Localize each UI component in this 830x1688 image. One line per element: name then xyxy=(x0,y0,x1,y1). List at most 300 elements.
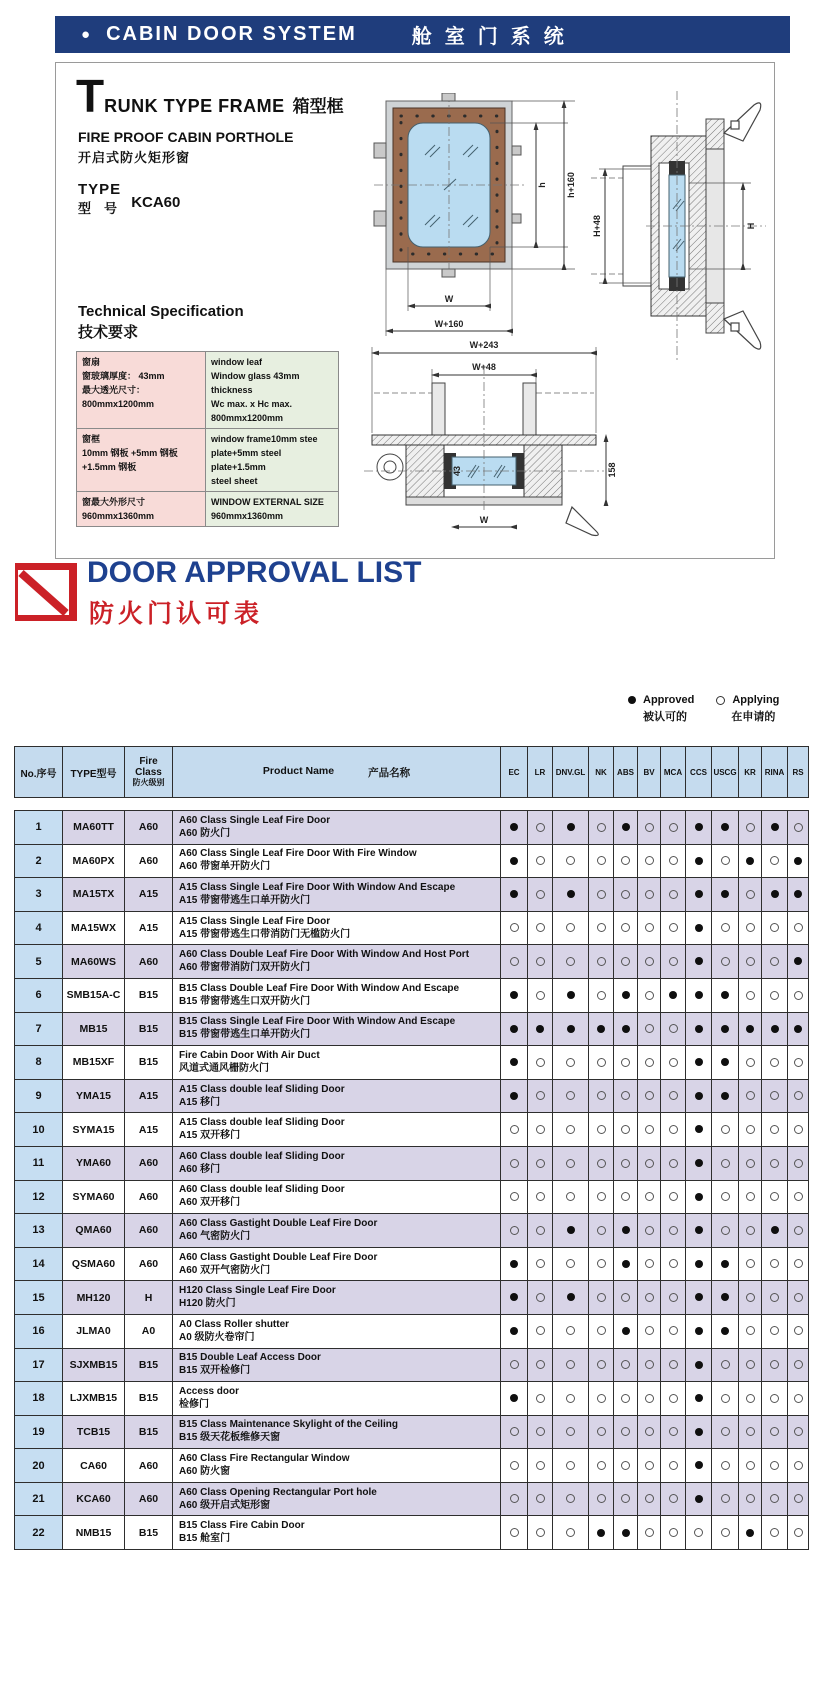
approval-mark-cell xyxy=(553,811,589,845)
applying-mark xyxy=(510,957,519,966)
applying-mark xyxy=(566,1159,575,1168)
approval-mark-cell xyxy=(553,1012,589,1046)
spec-line: 10mm 钢板 +5mm 钢板 xyxy=(82,448,178,458)
approval-mark-cell xyxy=(589,1046,614,1080)
approval-mark-cell xyxy=(788,1046,809,1080)
applying-mark xyxy=(536,1427,545,1436)
product-name-zh: A60 带窗单开防火门 xyxy=(179,861,271,873)
approval-mark-cell xyxy=(686,1281,712,1315)
approval-mark-cell xyxy=(739,1281,762,1315)
approval-mark-cell xyxy=(788,1180,809,1214)
approved-mark xyxy=(695,1327,703,1335)
applying-mark xyxy=(621,1058,630,1067)
applying-mark xyxy=(621,923,630,932)
applying-mark xyxy=(536,1394,545,1403)
table-row xyxy=(15,1415,809,1449)
approval-mark-cell xyxy=(712,1348,739,1382)
row-fire-class: A60 xyxy=(125,945,173,979)
applying-mark xyxy=(794,1192,803,1201)
row-number: 4 xyxy=(15,911,63,945)
applying-mark xyxy=(597,1394,606,1403)
approval-mark-cell xyxy=(638,1415,661,1449)
approval-table-body xyxy=(15,811,809,1550)
applying-mark xyxy=(794,1427,803,1436)
table-row xyxy=(15,1348,809,1382)
applying-mark xyxy=(669,1293,678,1302)
approval-mark-cell xyxy=(501,1516,528,1550)
approval-mark-cell xyxy=(739,1146,762,1180)
spec-row xyxy=(77,352,339,429)
approval-mark-cell xyxy=(686,1113,712,1147)
porthole-subtitle-en: FIRE PROOF CABIN PORTHOLE xyxy=(78,129,294,145)
approval-mark-cell xyxy=(739,1247,762,1281)
applying-mark xyxy=(645,1259,654,1268)
approved-mark xyxy=(695,1193,703,1201)
applying-mark xyxy=(597,856,606,865)
product-name-en: A15 Class double leaf Sliding Door xyxy=(179,1083,345,1095)
applying-mark xyxy=(794,991,803,1000)
approval-mark-cell xyxy=(712,844,739,878)
approval-mark-cell xyxy=(528,1247,553,1281)
row-fire-class: B15 xyxy=(125,1046,173,1080)
approved-mark xyxy=(510,823,518,831)
approval-mark-cell xyxy=(712,1281,739,1315)
approval-mark-cell xyxy=(762,844,788,878)
approval-mark-cell xyxy=(661,1314,686,1348)
approval-mark-cell xyxy=(739,1214,762,1248)
row-product-name xyxy=(173,1449,501,1483)
approved-mark xyxy=(746,1529,754,1537)
approval-mark-cell xyxy=(638,1046,661,1080)
row-fire-class: A15 xyxy=(125,1113,173,1147)
approval-mark-cell xyxy=(762,1214,788,1248)
approved-mark xyxy=(510,991,518,999)
row-fire-class: B15 xyxy=(125,1415,173,1449)
applying-mark xyxy=(536,1326,545,1335)
row-fire-class: A15 xyxy=(125,878,173,912)
spec-table-body xyxy=(77,352,339,527)
table-row xyxy=(15,1113,809,1147)
row-type: YMA60 xyxy=(63,1146,125,1180)
applying-mark xyxy=(621,1192,630,1201)
table-row xyxy=(15,1247,809,1281)
spec-table xyxy=(76,351,339,527)
row-type: NMB15 xyxy=(63,1516,125,1550)
applying-mark xyxy=(536,991,545,1000)
product-header-zh: 产品名称 xyxy=(368,766,411,779)
approval-mark-cell xyxy=(686,1449,712,1483)
applying-mark xyxy=(669,823,678,832)
approval-mark-cell xyxy=(638,1382,661,1416)
approved-mark xyxy=(746,857,754,865)
approved-mark xyxy=(771,890,779,898)
approval-mark-cell xyxy=(501,1046,528,1080)
spec-line: 窗最大外形尺寸 xyxy=(82,497,146,507)
society-header-mca: MCA xyxy=(661,747,686,798)
fire-class-line3: 防火级别 xyxy=(132,778,165,787)
approval-mark-cell xyxy=(589,878,614,912)
spec-line: window frame10mm stee xyxy=(211,434,318,444)
product-name-en: A60 Class double leaf Sliding Door xyxy=(179,1150,345,1162)
approved-mark xyxy=(771,823,779,831)
applying-mark xyxy=(597,890,606,899)
approval-mark-cell xyxy=(614,945,638,979)
section-title-zh: 舱室门系统 xyxy=(411,26,577,48)
approval-mark-cell xyxy=(589,1516,614,1550)
porthole-subtitle-zh: 开启式防火矩形窗 xyxy=(78,150,191,165)
applying-mark xyxy=(566,1259,575,1268)
approval-mark-cell xyxy=(528,1214,553,1248)
approval-mark-cell xyxy=(712,811,739,845)
approval-mark-cell xyxy=(589,1348,614,1382)
table-row xyxy=(15,911,809,945)
dim-H-label: H xyxy=(746,222,756,230)
approval-mark-cell xyxy=(686,1012,712,1046)
applying-mark xyxy=(536,1159,545,1168)
trunk-title-rest: RUNK TYPE FRAME xyxy=(104,96,285,116)
applying-mark xyxy=(746,1427,755,1436)
col-header-fire-class xyxy=(125,747,173,798)
product-name-zh: A60 双开移门 xyxy=(179,1197,241,1209)
applying-mark xyxy=(566,1125,575,1134)
product-name-en: A60 Class Gastight Double Leaf Fire Door xyxy=(179,1217,378,1229)
applying-mark xyxy=(566,856,575,865)
approval-mark-cell xyxy=(638,811,661,845)
applying-mark xyxy=(536,1091,545,1100)
approval-mark-cell xyxy=(788,1281,809,1315)
applying-mark xyxy=(510,1159,519,1168)
society-header-dnv-gl: DNV.GL xyxy=(553,747,589,798)
approval-mark-cell xyxy=(638,1146,661,1180)
society-header-ccs: CCS xyxy=(686,747,712,798)
approval-mark-cell xyxy=(712,1146,739,1180)
approval-mark-cell xyxy=(661,978,686,1012)
approval-mark-cell xyxy=(712,1415,739,1449)
row-product-name xyxy=(173,1180,501,1214)
row-fire-class: B15 xyxy=(125,1382,173,1416)
approval-mark-cell xyxy=(553,1314,589,1348)
society-header-lr: LR xyxy=(528,747,553,798)
approval-mark-cell xyxy=(686,1382,712,1416)
row-number: 21 xyxy=(15,1482,63,1516)
approval-mark-cell xyxy=(762,1247,788,1281)
header-row xyxy=(15,747,809,798)
approval-table xyxy=(14,810,809,1550)
applying-mark xyxy=(746,1293,755,1302)
approval-mark-cell xyxy=(501,1012,528,1046)
product-name-en: A15 Class Single Leaf Fire Door xyxy=(179,915,331,927)
row-type: LJXMB15 xyxy=(63,1382,125,1416)
approval-mark-cell xyxy=(788,1214,809,1248)
row-type: SJXMB15 xyxy=(63,1348,125,1382)
applying-mark xyxy=(645,991,654,1000)
approval-mark-cell xyxy=(762,1113,788,1147)
spec-line: window leaf xyxy=(211,357,263,367)
row-number: 3 xyxy=(15,878,63,912)
product-name-en: A60 Class double leaf Sliding Door xyxy=(179,1184,345,1196)
col-header-product xyxy=(173,747,501,798)
approval-mark-cell xyxy=(589,1180,614,1214)
approval-mark-cell xyxy=(686,1079,712,1113)
approval-mark-cell xyxy=(762,1046,788,1080)
approval-mark-cell xyxy=(553,878,589,912)
row-fire-class: B15 xyxy=(125,1516,173,1550)
row-type: MA15WX xyxy=(63,911,125,945)
approved-mark xyxy=(794,890,802,898)
applying-mark xyxy=(746,823,755,832)
applying-mark xyxy=(770,1259,779,1268)
row-number: 22 xyxy=(15,1516,63,1550)
approval-mark-cell xyxy=(788,844,809,878)
approval-mark-cell xyxy=(614,878,638,912)
approval-mark-cell xyxy=(638,1079,661,1113)
approval-mark-cell xyxy=(739,1382,762,1416)
approval-mark-cell xyxy=(553,1382,589,1416)
approval-mark-cell xyxy=(686,1247,712,1281)
approved-mark xyxy=(695,1025,703,1033)
row-number: 15 xyxy=(15,1281,63,1315)
approval-mark-cell xyxy=(788,1415,809,1449)
applying-mark xyxy=(597,1159,606,1168)
approval-mark-cell xyxy=(614,1382,638,1416)
approval-mark-cell xyxy=(614,1415,638,1449)
applying-mark xyxy=(770,1159,779,1168)
approval-mark-cell xyxy=(614,1449,638,1483)
row-number: 8 xyxy=(15,1046,63,1080)
applying-mark xyxy=(566,1192,575,1201)
row-number: 10 xyxy=(15,1113,63,1147)
approved-mark xyxy=(510,890,518,898)
applying-mark xyxy=(597,1293,606,1302)
table-row xyxy=(15,1516,809,1550)
row-product-name xyxy=(173,1012,501,1046)
row-product-name xyxy=(173,1247,501,1281)
applying-mark xyxy=(746,1360,755,1369)
row-fire-class: A60 xyxy=(125,1449,173,1483)
table-row xyxy=(15,1146,809,1180)
approval-mark-cell xyxy=(553,1113,589,1147)
approval-mark-cell xyxy=(788,1348,809,1382)
row-fire-class: A60 xyxy=(125,844,173,878)
society-header-uscg: USCG xyxy=(712,747,739,798)
approval-mark-cell xyxy=(712,1382,739,1416)
approved-mark xyxy=(622,1327,630,1335)
approval-mark-cell xyxy=(638,978,661,1012)
table-row xyxy=(15,1482,809,1516)
approved-mark xyxy=(746,1025,754,1033)
approved-mark xyxy=(695,957,703,965)
approved-mark xyxy=(695,1394,703,1402)
applying-mark xyxy=(536,1226,545,1235)
approved-mark xyxy=(622,823,630,831)
row-type: MA60WS xyxy=(63,945,125,979)
approval-mark-cell xyxy=(553,945,589,979)
applying-mark xyxy=(721,1125,730,1134)
approval-mark-cell xyxy=(589,1281,614,1315)
spec-cell-en xyxy=(206,429,339,492)
approved-mark xyxy=(695,1461,703,1469)
approved-mark xyxy=(622,1025,630,1033)
dim-w48-label: W+48 xyxy=(472,362,496,372)
approval-mark-cell xyxy=(739,911,762,945)
applying-mark xyxy=(510,1528,519,1537)
row-fire-class: A60 xyxy=(125,1146,173,1180)
spec-cell-zh xyxy=(77,352,206,429)
approval-mark-cell xyxy=(739,1079,762,1113)
applying-mark xyxy=(669,1360,678,1369)
applying-mark xyxy=(746,1125,755,1134)
applying-mark xyxy=(721,957,730,966)
approval-mark-cell xyxy=(553,1247,589,1281)
product-name-en: Access door xyxy=(179,1385,240,1397)
applying-mark xyxy=(770,1461,779,1470)
spec-title xyxy=(78,301,244,343)
approval-mark-cell xyxy=(501,1113,528,1147)
product-name-en: Fire Cabin Door With Air Duct xyxy=(179,1049,320,1061)
applying-mark xyxy=(536,856,545,865)
approved-mark xyxy=(622,991,630,999)
approval-mark-cell xyxy=(638,1281,661,1315)
approval-mark-cell xyxy=(553,1415,589,1449)
table-row xyxy=(15,1180,809,1214)
approval-mark-cell xyxy=(661,1247,686,1281)
approval-mark-cell xyxy=(788,1012,809,1046)
approval-mark-cell xyxy=(762,1482,788,1516)
approved-mark xyxy=(669,991,677,999)
applying-mark xyxy=(669,923,678,932)
approval-mark-cell xyxy=(712,1214,739,1248)
spec-title-en: Technical Specification xyxy=(78,303,244,320)
approval-legend xyxy=(628,694,779,724)
applying-mark xyxy=(794,1293,803,1302)
applying-mark xyxy=(645,823,654,832)
approved-mark xyxy=(510,1092,518,1100)
approval-mark-cell xyxy=(739,1516,762,1550)
society-header-nk: NK xyxy=(589,747,614,798)
approval-mark-cell xyxy=(712,911,739,945)
approval-mark-cell xyxy=(589,1214,614,1248)
approval-mark-cell xyxy=(638,911,661,945)
approval-mark-cell xyxy=(739,1449,762,1483)
approval-mark-cell xyxy=(686,1046,712,1080)
approval-mark-cell xyxy=(661,1516,686,1550)
section-title-en: CABIN DOOR SYSTEM xyxy=(106,23,357,45)
approval-mark-cell xyxy=(712,1482,739,1516)
approved-mark xyxy=(695,1495,703,1503)
approval-mark-cell xyxy=(762,1281,788,1315)
approval-list-icon xyxy=(15,563,77,621)
row-fire-class: A60 xyxy=(125,1482,173,1516)
approval-mark-cell xyxy=(686,1482,712,1516)
spec-line: 最大透光尺寸： xyxy=(82,385,146,395)
approval-mark-cell xyxy=(788,811,809,845)
row-fire-class: B15 xyxy=(125,1012,173,1046)
row-product-name xyxy=(173,844,501,878)
approval-mark-cell xyxy=(614,1113,638,1147)
approved-mark xyxy=(695,1293,703,1301)
bullet-icon: ● xyxy=(81,26,91,43)
approved-mark xyxy=(771,1226,779,1234)
applying-mark xyxy=(770,1494,779,1503)
approval-mark-cell xyxy=(589,844,614,878)
approval-mark-cell xyxy=(712,1012,739,1046)
product-name-en: A15 Class double leaf Sliding Door xyxy=(179,1117,345,1129)
dim-h-outer-label: h+160 xyxy=(566,172,576,198)
applying-mark xyxy=(536,1360,545,1369)
applying-mark xyxy=(721,1427,730,1436)
row-number: 19 xyxy=(15,1415,63,1449)
applying-mark xyxy=(621,1293,630,1302)
approved-mark xyxy=(721,1092,729,1100)
approval-mark-cell xyxy=(528,1415,553,1449)
product-name-zh: A60 气密防火门 xyxy=(179,1230,251,1242)
product-name-en: A15 Class Single Leaf Fire Door With Window And Escape xyxy=(179,881,456,893)
approved-mark xyxy=(721,823,729,831)
approval-mark-cell xyxy=(501,1348,528,1382)
approval-mark-cell xyxy=(661,1180,686,1214)
approval-mark-cell xyxy=(686,911,712,945)
product-name-zh: 检修门 xyxy=(179,1398,209,1410)
approved-mark xyxy=(510,1260,518,1268)
applying-mark xyxy=(794,1259,803,1268)
product-name-zh: B15 级天花板维修天窗 xyxy=(179,1432,281,1444)
row-type: MH120 xyxy=(63,1281,125,1315)
legend-applying-zh: 在申请的 xyxy=(731,711,776,723)
approval-mark-cell xyxy=(788,1516,809,1550)
applying-mark xyxy=(669,1259,678,1268)
approval-mark-cell xyxy=(614,1046,638,1080)
approval-mark-cell xyxy=(589,1079,614,1113)
approved-mark xyxy=(510,1394,518,1402)
applying-mark xyxy=(746,1259,755,1268)
approval-mark-cell xyxy=(661,911,686,945)
applying-mark xyxy=(794,1326,803,1335)
applying-mark xyxy=(597,923,606,932)
applying-mark xyxy=(746,1159,755,1168)
approval-mark-cell xyxy=(788,978,809,1012)
applying-mark xyxy=(566,1494,575,1503)
approval-mark-cell xyxy=(614,811,638,845)
row-product-name xyxy=(173,1415,501,1449)
approval-mark-cell xyxy=(553,1079,589,1113)
table-row xyxy=(15,1046,809,1080)
applying-mark xyxy=(536,957,545,966)
product-name-en: B15 Double Leaf Access Door xyxy=(179,1352,321,1364)
approval-mark-cell xyxy=(614,1281,638,1315)
approval-mark-cell xyxy=(686,945,712,979)
applying-mark xyxy=(621,1427,630,1436)
approval-mark-cell xyxy=(501,1247,528,1281)
applying-mark xyxy=(794,1058,803,1067)
approval-mark-cell xyxy=(589,811,614,845)
section-header-bar xyxy=(55,16,790,53)
approval-mark-cell xyxy=(739,844,762,878)
row-product-name xyxy=(173,1382,501,1416)
approved-mark xyxy=(510,1327,518,1335)
applying-mark xyxy=(621,856,630,865)
product-name-en: H120 Class Single Leaf Fire Door xyxy=(179,1285,336,1297)
applying-mark xyxy=(794,923,803,932)
approval-mark-cell xyxy=(638,1247,661,1281)
row-type: MB15 xyxy=(63,1012,125,1046)
approval-mark-cell xyxy=(686,878,712,912)
approval-mark-cell xyxy=(712,1449,739,1483)
approval-mark-cell xyxy=(501,945,528,979)
approval-mark-cell xyxy=(638,1180,661,1214)
approved-mark xyxy=(597,1529,605,1537)
type-block xyxy=(78,181,180,217)
applying-mark xyxy=(597,1192,606,1201)
